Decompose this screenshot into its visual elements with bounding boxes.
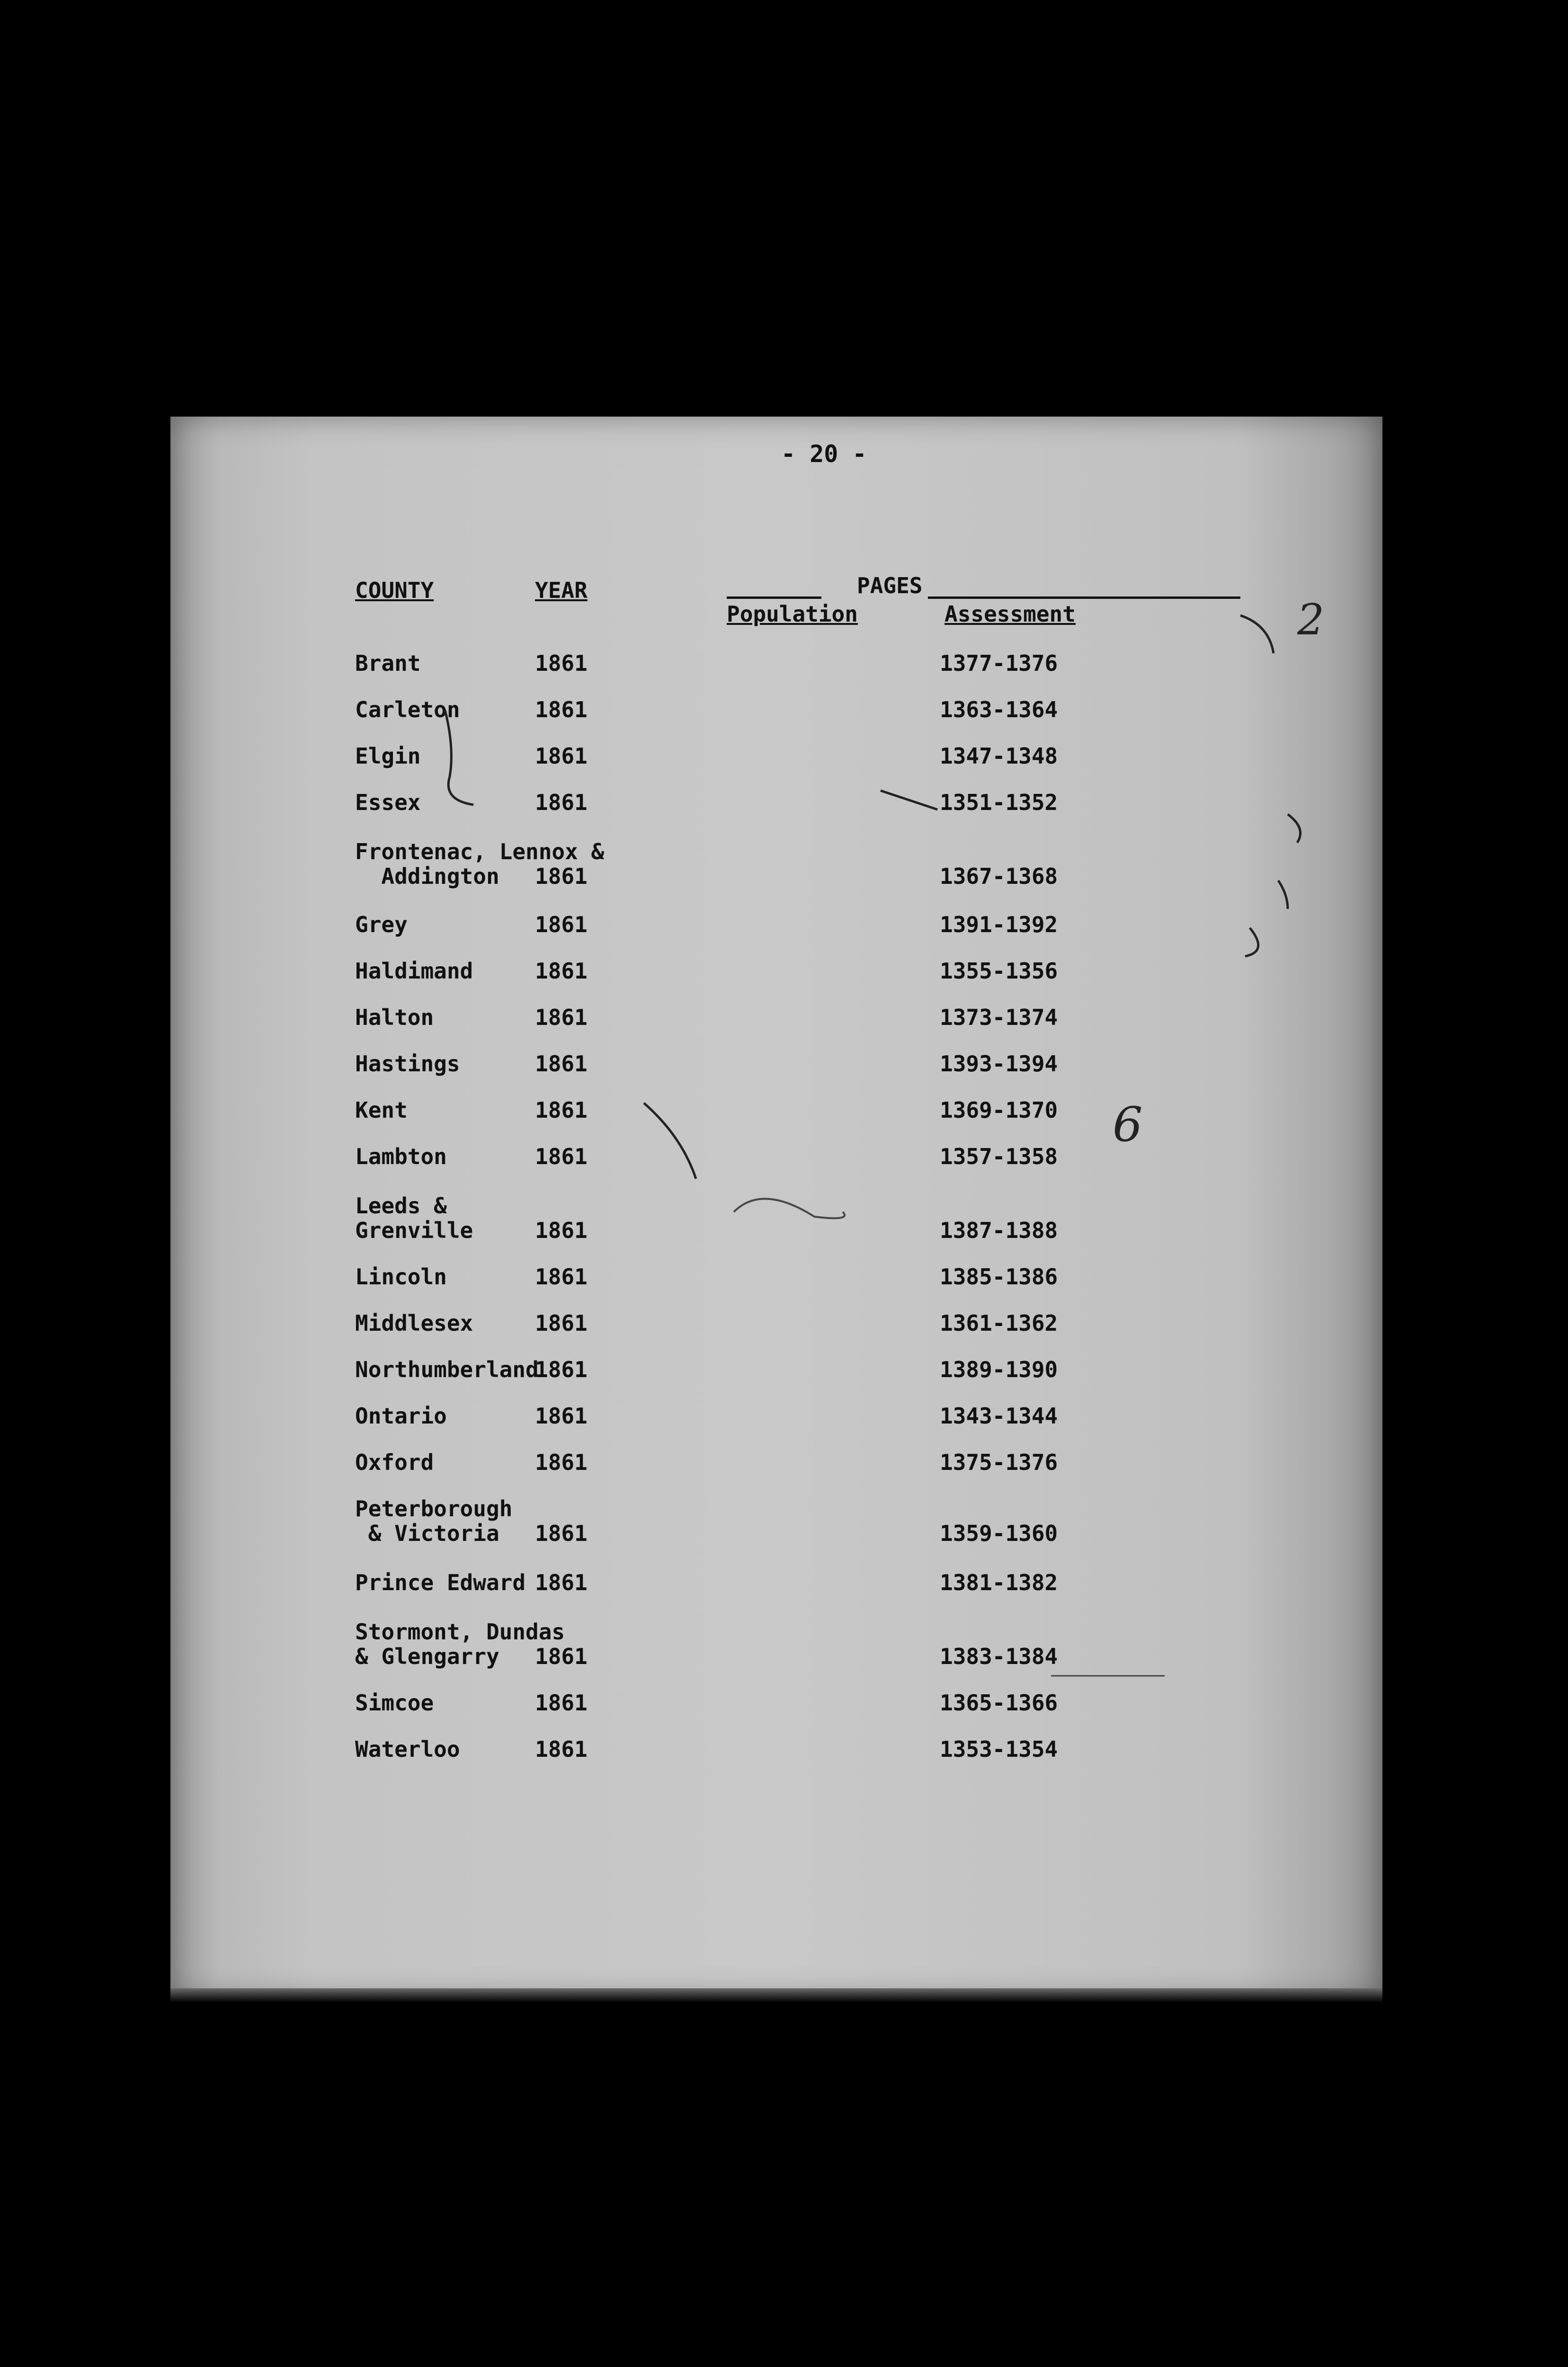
year-cell: 1861 xyxy=(535,650,588,676)
year-cell: 1861 xyxy=(535,1690,588,1716)
county-cell: Haldimand xyxy=(355,958,473,984)
header-year: YEAR xyxy=(535,578,588,603)
county-cell: Elgin xyxy=(355,743,421,769)
assessment-cell: 1383-1384 xyxy=(940,1644,1058,1669)
year-cell: 1861 xyxy=(535,863,588,889)
year-cell: 1861 xyxy=(535,790,588,815)
year-cell: 1861 xyxy=(535,1264,588,1290)
county-cell: Prince Edward xyxy=(355,1570,526,1595)
assessment-cell: 1357-1358 xyxy=(940,1144,1058,1169)
assessment-cell: 1359-1360 xyxy=(940,1521,1058,1546)
county-cell: Oxford xyxy=(355,1450,434,1475)
assessment-cell: 1375-1376 xyxy=(940,1450,1058,1475)
assessment-cell: 1351-1352 xyxy=(940,790,1058,815)
county-cell: Halton xyxy=(355,1005,434,1030)
year-cell: 1861 xyxy=(535,1097,588,1123)
bracket-mark xyxy=(445,710,473,805)
curve-mark-right-3 xyxy=(1278,881,1288,909)
assessment-cell: 1381-1382 xyxy=(940,1570,1058,1595)
year-cell: 1861 xyxy=(535,743,588,769)
arrow-mark xyxy=(881,791,937,810)
county-cell: Kent xyxy=(355,1097,408,1123)
hump-mark xyxy=(734,1199,845,1218)
county-cell: Ontario xyxy=(355,1403,447,1429)
county-cell: Peterborough & Victoria xyxy=(355,1496,513,1546)
assessment-cell: 1353-1354 xyxy=(940,1736,1058,1762)
year-cell: 1861 xyxy=(535,1521,588,1546)
county-cell: Waterloo xyxy=(355,1736,460,1762)
county-cell: Essex xyxy=(355,790,421,815)
year-cell: 1861 xyxy=(535,1357,588,1382)
county-cell: Stormont, Dundas & Glengarry xyxy=(355,1619,565,1669)
year-cell: 1861 xyxy=(535,1005,588,1030)
year-cell: 1861 xyxy=(535,958,588,984)
year-cell: 1861 xyxy=(535,1218,588,1243)
page-bottom-edge xyxy=(170,1988,1382,2002)
header-assessment: Assessment xyxy=(944,601,1076,627)
assessment-cell: 1369-1370 xyxy=(940,1097,1058,1123)
year-cell: 1861 xyxy=(535,1051,588,1077)
year-cell: 1861 xyxy=(535,1644,588,1669)
assessment-cell: 1393-1394 xyxy=(940,1051,1058,1077)
handwritten-marks xyxy=(170,417,1382,1998)
assessment-cell: 1373-1374 xyxy=(940,1005,1058,1030)
year-cell: 1861 xyxy=(535,1570,588,1595)
year-cell: 1861 xyxy=(535,1403,588,1429)
county-cell: Middlesex xyxy=(355,1310,473,1336)
county-cell: Brant xyxy=(355,650,421,676)
assessment-cell: 1363-1364 xyxy=(940,697,1058,722)
county-cell: Lambton xyxy=(355,1144,447,1169)
county-cell: Hastings xyxy=(355,1051,460,1077)
county-cell: Simcoe xyxy=(355,1690,434,1716)
assessment-cell: 1365-1366 xyxy=(940,1690,1058,1716)
assessment-cell: 1367-1368 xyxy=(940,863,1058,889)
curve-mark-right-1 xyxy=(1240,615,1274,653)
header-county: COUNTY xyxy=(355,578,434,603)
document-page xyxy=(170,417,1382,1998)
year-cell: 1861 xyxy=(535,1736,588,1762)
header-pages: PAGES xyxy=(857,573,923,598)
assessment-cell: 1377-1376 xyxy=(940,650,1058,676)
assessment-cell: 1389-1390 xyxy=(940,1357,1058,1382)
county-cell: Grey xyxy=(355,912,408,937)
curve-mark-right-4 xyxy=(1245,928,1258,956)
assessment-cell: 1385-1386 xyxy=(940,1264,1058,1290)
county-cell: Leeds & Grenville xyxy=(355,1193,473,1243)
page-number: - 20 - xyxy=(781,440,867,468)
slash-mark xyxy=(644,1103,696,1179)
county-cell: Northumberland xyxy=(355,1357,539,1382)
assessment-cell: 1361-1362 xyxy=(940,1310,1058,1336)
margin-note-6: 6 xyxy=(1113,1097,1143,1152)
margin-note-2: 2 xyxy=(1297,595,1325,645)
year-cell: 1861 xyxy=(535,912,588,937)
year-cell: 1861 xyxy=(535,1450,588,1475)
county-cell: Frontenac, Lennox & Addington xyxy=(355,839,605,889)
assessment-cell: 1347-1348 xyxy=(940,743,1058,769)
assessment-cell: 1355-1356 xyxy=(940,958,1058,984)
curve-mark-right-2 xyxy=(1288,814,1301,843)
assessment-cell: 1391-1392 xyxy=(940,912,1058,937)
header-population: Population xyxy=(727,601,858,627)
county-cell: Carleton xyxy=(355,697,460,722)
year-cell: 1861 xyxy=(535,1144,588,1169)
year-cell: 1861 xyxy=(535,1310,588,1336)
county-cell: Lincoln xyxy=(355,1264,447,1290)
assessment-cell: 1343-1344 xyxy=(940,1403,1058,1429)
assessment-cell: 1387-1388 xyxy=(940,1218,1058,1243)
year-cell: 1861 xyxy=(535,697,588,722)
